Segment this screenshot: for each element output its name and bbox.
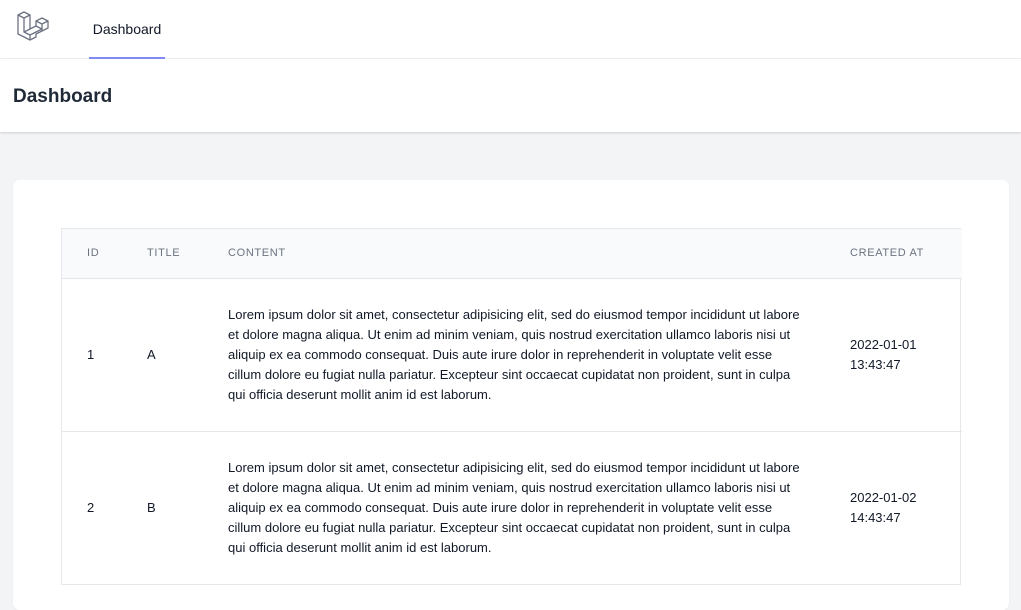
- column-header-content: CONTENT: [203, 229, 825, 278]
- table-header: [62, 229, 962, 278]
- cell-content: Lorem ipsum dolor sit amet, consectetur adipisicing elit, sed do eiusmod tempor incididunt ut labore et dolore magna aliqua. Ut enim ad minim veniam, quis nostrud exercitation ullamco laboris nisi ut aliquip ex ea commodo consequat. Duis aute irure dolor in reprehenderit in voluptate velit esse cillum dolore eu fugiat nulla pariatur. Excepteur sint occaecat cupidatat non proident, sunt in culpa qui officia deserunt mollit anim id est laborum.: [203, 431, 825, 584]
- content-card: [13, 180, 1009, 610]
- column-header-created-at: CREATED AT: [825, 229, 962, 278]
- laravel-logo-icon[interactable]: [16, 10, 49, 43]
- cell-created-at: 2022-01-01 13:43:47: [850, 336, 917, 372]
- table-body: [62, 278, 962, 584]
- column-header-title: TITLE: [121, 229, 203, 278]
- cell-created-at: 2022-01-02 14:43:47: [825, 431, 962, 584]
- data-table-container: [61, 228, 961, 585]
- page-title: Dashboard: [13, 86, 113, 107]
- nav-link-dashboard[interactable]: Dashboard: [89, 0, 165, 59]
- table-header-row: [62, 229, 962, 278]
- cell-id: 1: [87, 346, 95, 362]
- page-header: [0, 59, 1021, 132]
- cell-title: A: [147, 346, 156, 362]
- table-row: [62, 278, 962, 431]
- data-table: [62, 229, 962, 584]
- table-row: [62, 431, 962, 584]
- cell-title: B: [121, 431, 203, 584]
- cell-id: 2: [62, 431, 121, 584]
- column-header-id: ID: [62, 229, 121, 278]
- top-navigation: [0, 0, 1021, 59]
- cell-content: Lorem ipsum dolor sit amet, consectetur adipisicing elit, sed do eiusmod tempor incididunt ut labore et dolore magna aliqua. Ut enim ad minim veniam, quis nostrud exercitation ullamco laboris nisi ut aliquip ex ea commodo consequat. Duis aute irure dolor in reprehenderit in voluptate velit esse cillum dolore eu fugiat nulla pariatur. Excepteur sint occaecat cupidatat non proident, sunt in culpa qui officia deserunt mollit anim id est laborum.: [228, 306, 800, 402]
